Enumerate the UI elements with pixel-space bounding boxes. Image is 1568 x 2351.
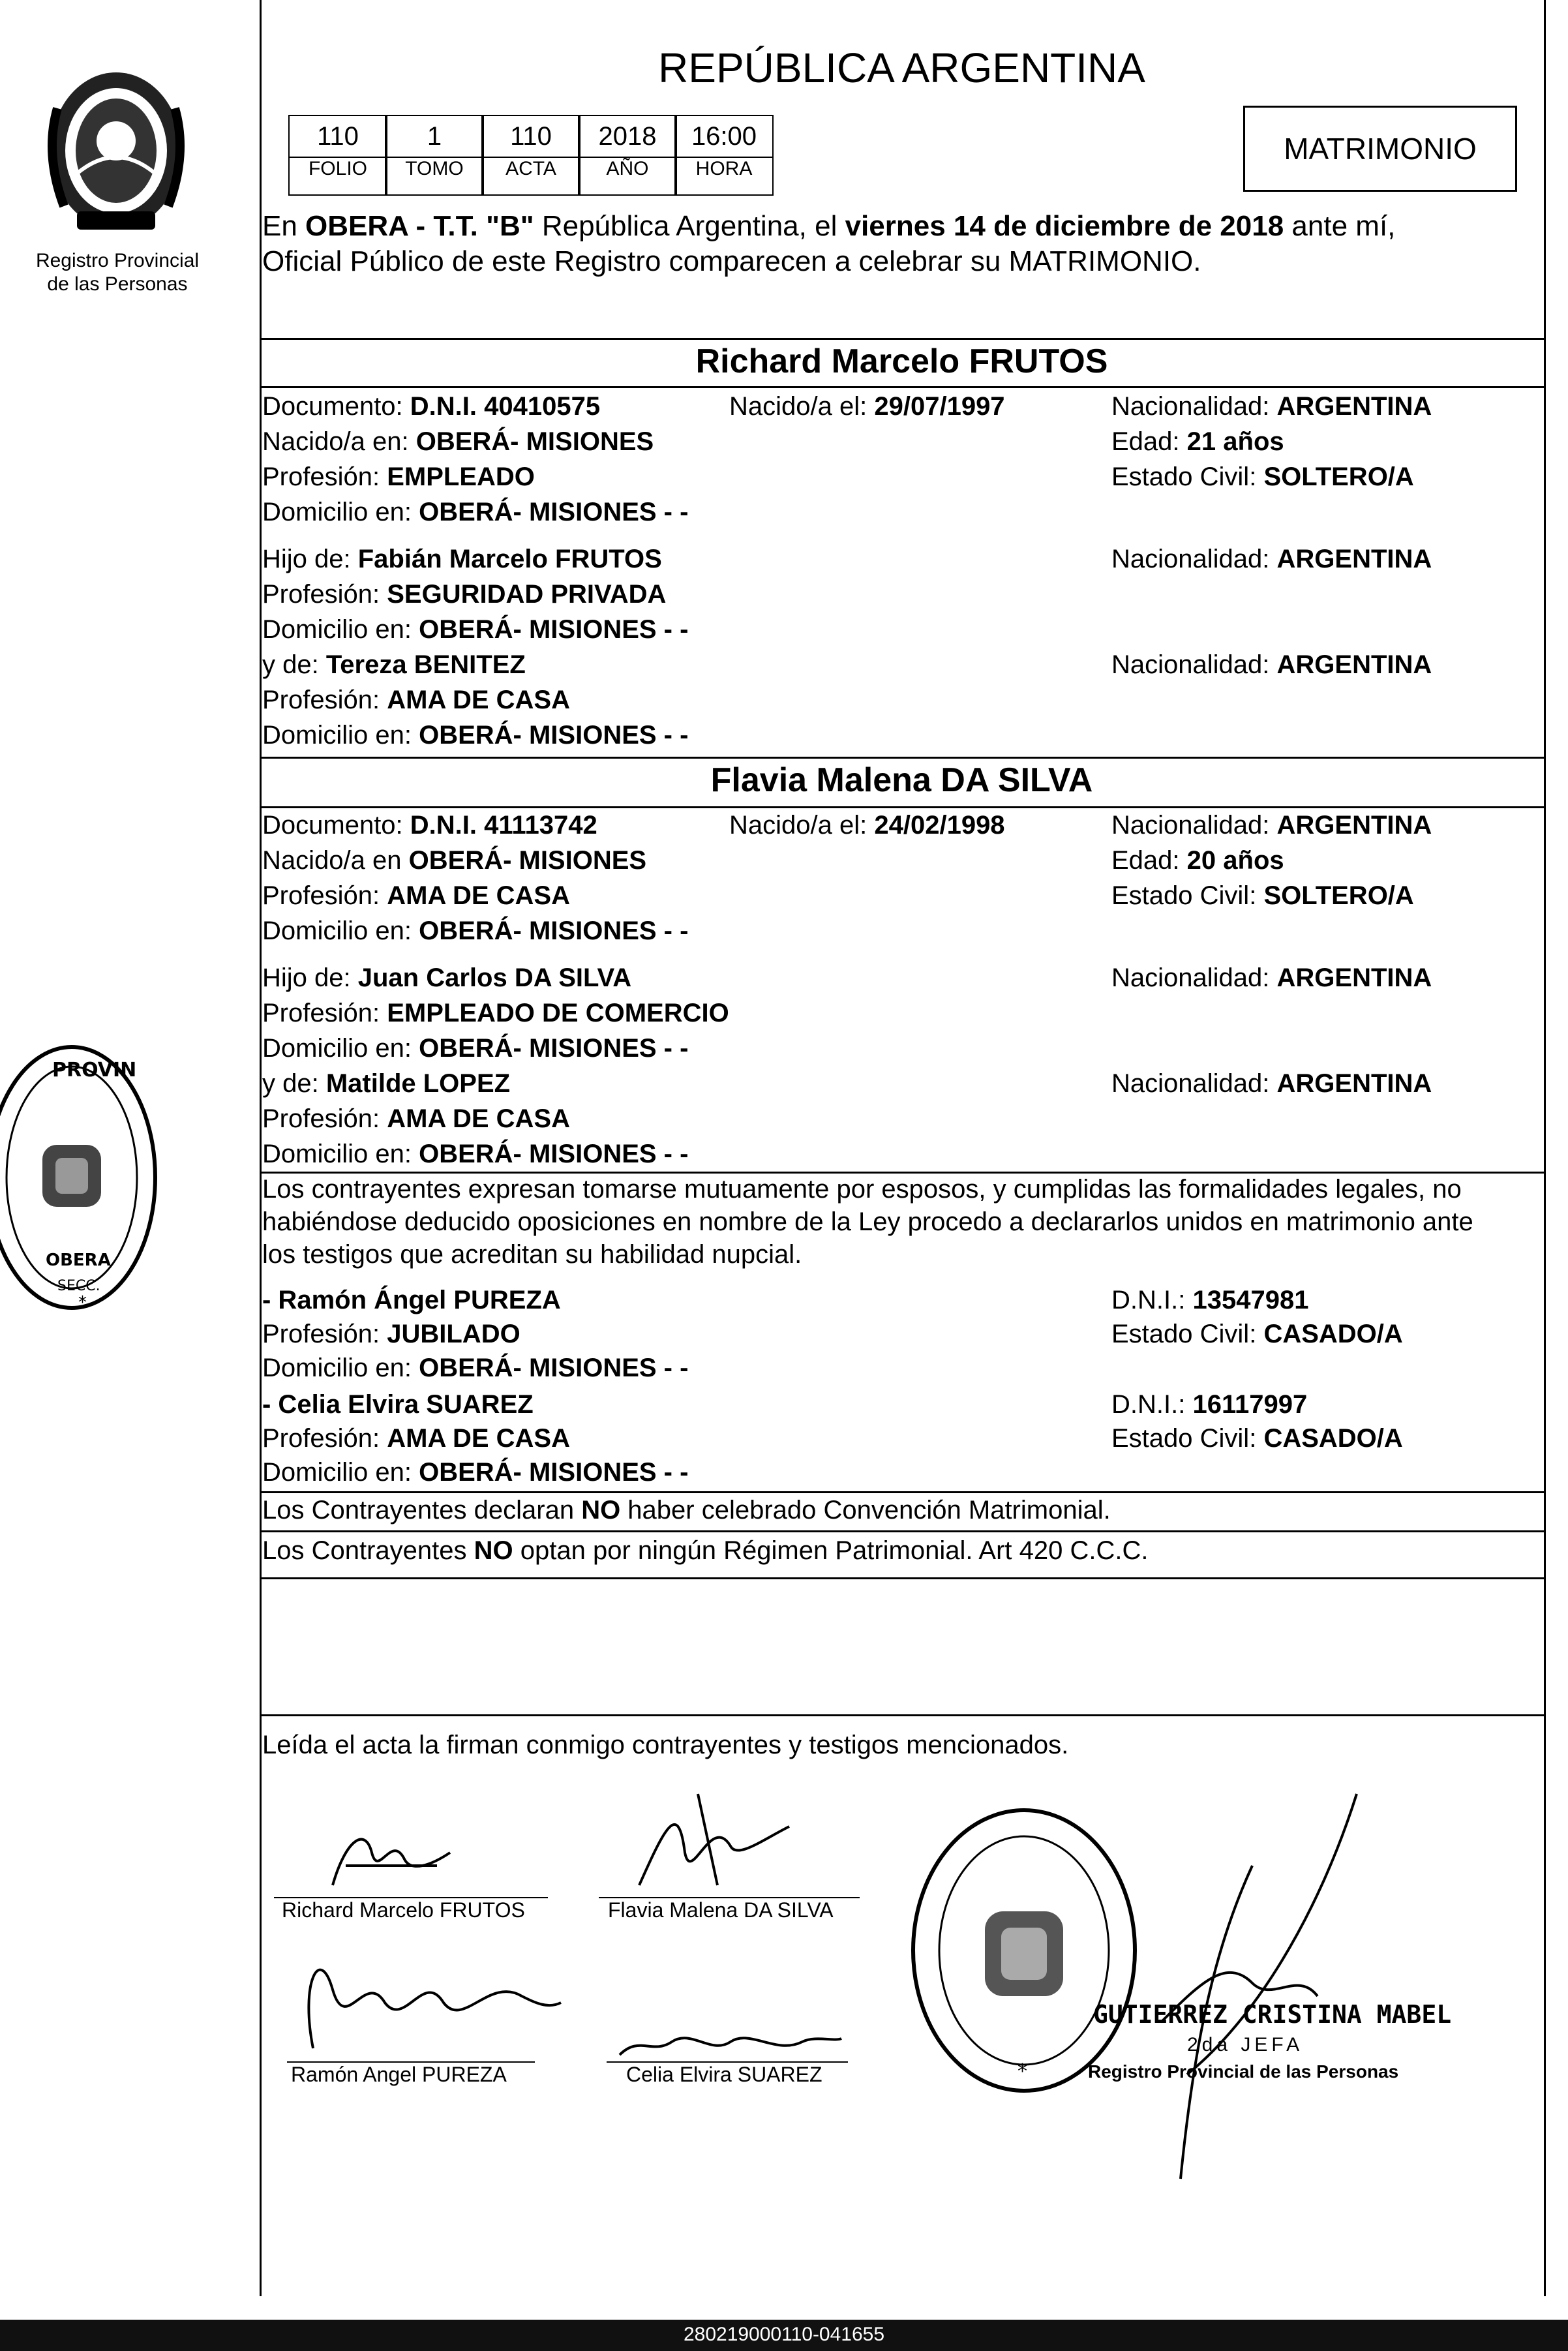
witness2-profesion <box>262 1421 570 1456</box>
party1-mother-nac <box>1111 647 1432 682</box>
field-label: Domicilio en: <box>262 498 412 526</box>
field-value: OBERÁ- MISIONES - - <box>419 1140 689 1168</box>
party1-name: Richard Marcelo FRUTOS <box>695 342 1108 380</box>
field-value: SEGURIDAD PRIVADA <box>387 580 667 609</box>
footer-code: 280219000110-041655 <box>683 2324 885 2345</box>
intro-part: ante mí, <box>1284 210 1396 242</box>
field-value: 29/07/1997 <box>874 392 1005 421</box>
svg-text:SECC.: SECC. <box>57 1278 100 1294</box>
official-org: Registro Provincial de las Personas <box>1088 2061 1399 2082</box>
party1-profesion <box>262 459 535 494</box>
convention-text: optan por ningún Régimen Patrimonial. Art 420 C.C.C. <box>513 1536 1149 1565</box>
svg-text:OBERA: OBERA <box>46 1251 111 1270</box>
field-value: CASADO/A <box>1263 1424 1403 1453</box>
intro-line1 <box>262 209 1395 244</box>
acta-label: ACTA <box>483 157 579 180</box>
party2-father-nac <box>1111 960 1432 995</box>
field-label: Estado Civil: <box>1111 1320 1257 1348</box>
convention-no: NO <box>581 1496 621 1524</box>
party2-name: Flavia Malena DA SILVA <box>710 761 1093 799</box>
field-value: Matilde LOPEZ <box>325 1069 511 1098</box>
field-value: 24/02/1998 <box>874 811 1005 840</box>
party1-nacionalidad <box>1111 389 1432 424</box>
signature-3-name: Ramón Angel PUREZA <box>291 2063 507 2086</box>
witness1-domicilio <box>262 1350 688 1386</box>
field-value: OBERÁ- MISIONES - - <box>419 1034 689 1063</box>
field-value: EMPLEADO DE COMERCIO <box>387 999 729 1027</box>
field-label: Nacido/a en: <box>262 427 409 456</box>
field-label: y de: <box>262 1069 319 1098</box>
party1-father-prof <box>262 577 666 612</box>
field-value: ARGENTINA <box>1276 811 1432 840</box>
signature-4-name: Celia Elvira SUAREZ <box>626 2063 822 2086</box>
party2-father-prof <box>262 995 729 1031</box>
field-label: Nacionalidad: <box>1111 392 1270 421</box>
field-value: ARGENTINA <box>1276 1069 1432 1098</box>
field-value: OBERÁ- MISIONES - - <box>419 1458 689 1487</box>
party1-father <box>262 541 662 577</box>
intro-part: República Argentina, el <box>534 210 845 242</box>
field-label: Estado Civil: <box>1111 881 1257 910</box>
field-value: SOLTERO/A <box>1263 463 1414 491</box>
declaration-line1: Los contrayentes expresan tomarse mutuamente por esposos, y cumplidas las formalidades legales, no <box>262 1175 1462 1204</box>
intro-part: En <box>262 210 306 242</box>
field-value: AMA DE CASA <box>387 881 570 910</box>
field-label: Profesión: <box>262 580 380 609</box>
field-label: Profesión: <box>262 881 380 910</box>
field-label: Nacido/a el: <box>729 392 867 421</box>
field-label: Domicilio en: <box>262 1458 412 1487</box>
field-label: Nacionalidad: <box>1111 1069 1270 1098</box>
field-value: D.N.I. 41113742 <box>410 811 597 840</box>
field-value: 13547981 <box>1192 1286 1309 1314</box>
registry-grid <box>288 115 771 194</box>
field-value: OBERÁ- MISIONES - - <box>419 615 689 644</box>
delegation-stamp-icon <box>0 1031 176 1324</box>
field-value: OBERÁ- MISIONES - - <box>419 498 689 526</box>
party1-father-nac <box>1111 541 1432 577</box>
official-stamp-icon <box>900 1800 1148 2101</box>
registry-cell-folio <box>288 115 387 196</box>
convention-text: Los Contrayentes <box>262 1536 474 1565</box>
party2-documento <box>262 808 597 843</box>
field-label: Profesión: <box>262 999 380 1027</box>
field-label: Hijo de: <box>262 545 351 573</box>
field-label: Edad: <box>1111 846 1180 875</box>
official-signature-icon <box>1122 1787 1370 2192</box>
page-title: REPÚBLICA ARGENTINA <box>658 44 1145 91</box>
convention-line2 <box>262 1533 1149 1568</box>
signature-3-icon <box>274 1931 567 2061</box>
field-label: Nacionalidad: <box>1111 963 1270 992</box>
registry-cell-anio <box>578 115 677 196</box>
field-label: D.N.I.: <box>1111 1286 1186 1314</box>
hora-value: 16:00 <box>691 122 757 151</box>
witness2-estado <box>1111 1421 1403 1456</box>
field-label: D.N.I.: <box>1111 1390 1186 1419</box>
field-value: 16117997 <box>1192 1390 1308 1419</box>
official-name: GUTIERREZ CRISTINA MABEL <box>1093 2000 1452 2029</box>
divider <box>260 757 1544 759</box>
svg-text:PROVIN: PROVIN <box>52 1059 137 1082</box>
field-value: Fabián Marcelo FRUTOS <box>357 545 662 573</box>
field-value: AMA DE CASA <box>387 686 570 714</box>
registry-cell-acta <box>481 115 580 196</box>
tomo-value: 1 <box>427 122 442 151</box>
field-value: SOLTERO/A <box>1263 881 1414 910</box>
party1-estado <box>1111 459 1414 494</box>
party2-estado <box>1111 878 1414 913</box>
field-label: Domicilio en: <box>262 1034 412 1063</box>
anio-label: AÑO <box>579 157 676 180</box>
field-label: Domicilio en: <box>262 721 412 750</box>
footer-bar <box>0 2320 1568 2351</box>
convention-no: NO <box>474 1536 513 1565</box>
field-label: Domicilio en: <box>262 615 412 644</box>
field-label: Profesión: <box>262 1320 380 1348</box>
tomo-label: TOMO <box>386 157 483 180</box>
field-label: Estado Civil: <box>1111 463 1257 491</box>
intro-line2: Oficial Público de este Registro comparecen a celebrar su MATRIMONIO. <box>262 245 1201 277</box>
field-label: Nacido/a el: <box>729 811 867 840</box>
party1-nacido-el <box>729 389 1005 424</box>
seal-caption-line1: Registro Provincial <box>35 250 200 271</box>
signature-4-icon <box>613 2016 848 2068</box>
party2-mother-prof <box>262 1101 570 1136</box>
field-label: Domicilio en: <box>262 1354 412 1382</box>
field-value: OBERÁ- MISIONES - - <box>419 721 689 750</box>
field-label: Nacionalidad: <box>1111 545 1270 573</box>
party1-mother-dom <box>262 718 688 753</box>
party2-mother <box>262 1066 510 1101</box>
witness1-estado <box>1111 1316 1403 1352</box>
acta-value: 110 <box>510 122 552 151</box>
party2-mother-dom <box>262 1136 688 1172</box>
party1-mother <box>262 647 526 682</box>
party2-mother-nac <box>1111 1066 1432 1101</box>
party2-nacionalidad <box>1111 808 1432 843</box>
registry-cell-hora <box>674 115 774 196</box>
party1-mother-prof <box>262 682 570 718</box>
signature-2-name: Flavia Malena DA SILVA <box>608 1898 834 1922</box>
field-value: ARGENTINA <box>1276 963 1432 992</box>
divider <box>260 1714 1544 1716</box>
field-label: Nacido/a en <box>262 846 402 875</box>
convention-line1 <box>262 1493 1111 1528</box>
convention-text: Los Contrayentes declaran <box>262 1496 582 1524</box>
field-label: Nacionalidad: <box>1111 650 1270 679</box>
field-value: D.N.I. 40410575 <box>410 392 601 421</box>
folio-label: FOLIO <box>290 157 386 180</box>
field-label: Hijo de: <box>262 963 351 992</box>
field-value: Juan Carlos DA SILVA <box>357 963 632 992</box>
field-label: Profesión: <box>262 1104 380 1133</box>
party2-father <box>262 960 631 995</box>
field-value: 21 años <box>1186 427 1284 456</box>
field-value: CASADO/A <box>1263 1320 1403 1348</box>
field-label: y de: <box>262 650 319 679</box>
party2-domicilio <box>262 913 688 948</box>
field-label: Domicilio en: <box>262 1140 412 1168</box>
field-value: JUBILADO <box>387 1320 520 1348</box>
signature-1-icon <box>307 1813 476 1898</box>
svg-text:*: * <box>78 1293 87 1312</box>
province-seal-icon <box>31 63 201 245</box>
witness1-profesion <box>262 1316 520 1352</box>
party1-father-dom <box>262 612 688 647</box>
party1-domicilio <box>262 494 688 530</box>
field-value: ARGENTINA <box>1276 545 1432 573</box>
field-label: Nacionalidad: <box>1111 811 1270 840</box>
witness2-name: - Celia Elvira SUAREZ <box>262 1390 534 1419</box>
folio-value: 110 <box>317 122 359 151</box>
convention-text: haber celebrado Convención Matrimonial. <box>620 1496 1111 1524</box>
act-type-label: MATRIMONIO <box>1284 132 1477 166</box>
intro-place: OBERA - T.T. "B" <box>305 210 534 242</box>
divider <box>260 1577 1544 1579</box>
divider <box>260 1530 1544 1532</box>
party2-profesion <box>262 878 570 913</box>
divider <box>260 386 1544 388</box>
field-label: Documento: <box>262 811 403 840</box>
field-label: Estado Civil: <box>1111 1424 1257 1453</box>
field-value: EMPLEADO <box>387 463 535 491</box>
signature-2-icon <box>613 1787 809 1898</box>
party2-nacido-en <box>262 843 646 878</box>
field-label: Domicilio en: <box>262 917 412 945</box>
signature-1-name: Richard Marcelo FRUTOS <box>282 1898 525 1922</box>
intro-date: viernes 14 de diciembre de 2018 <box>845 210 1284 242</box>
field-value: Tereza BENITEZ <box>325 650 526 679</box>
party2-father-dom <box>262 1031 688 1066</box>
registry-cell-tomo <box>385 115 484 196</box>
party1-documento <box>262 389 600 424</box>
party1-nacido-en <box>262 424 654 459</box>
hora-label: HORA <box>676 157 772 180</box>
field-label: Profesión: <box>262 686 380 714</box>
closing-text: Leída el acta la firman conmigo contrayentes y testigos mencionados. <box>262 1731 1069 1759</box>
declaration-line3: los testigos que acreditan su habilidad nupcial. <box>262 1240 802 1269</box>
field-label: Edad: <box>1111 427 1180 456</box>
field-label: Documento: <box>262 392 403 421</box>
seal-caption-line2: de las Personas <box>47 273 188 295</box>
official-title: 2da JEFA <box>1187 2034 1304 2055</box>
divider <box>260 338 1544 340</box>
anio-value: 2018 <box>598 122 657 151</box>
witness1-dni <box>1111 1282 1308 1318</box>
witness1-name: - Ramón Ángel PUREZA <box>262 1286 561 1314</box>
field-value: OBERÁ- MISIONES <box>415 427 654 456</box>
field-label: Profesión: <box>262 463 380 491</box>
declaration-line2: habiéndose deducido oposiciones en nombre de la Ley procedo a declararlos unidos en matrimonio ante <box>262 1207 1473 1236</box>
witness2-dni <box>1111 1387 1307 1422</box>
field-value: ARGENTINA <box>1276 650 1432 679</box>
field-value: AMA DE CASA <box>387 1104 570 1133</box>
witness2-domicilio <box>262 1455 688 1490</box>
act-type-box <box>1243 106 1517 192</box>
field-value: 20 años <box>1186 846 1284 875</box>
field-value: OBERÁ- MISIONES <box>408 846 647 875</box>
field-value: OBERÁ- MISIONES - - <box>419 1354 689 1382</box>
party2-nacido-el <box>729 808 1005 843</box>
party1-edad <box>1111 424 1284 459</box>
party2-edad <box>1111 843 1284 878</box>
field-value: ARGENTINA <box>1276 392 1432 421</box>
field-label: Profesión: <box>262 1424 380 1453</box>
field-value: OBERÁ- MISIONES - - <box>419 917 689 945</box>
svg-text:*: * <box>1018 2060 1027 2083</box>
field-value: AMA DE CASA <box>387 1424 570 1453</box>
